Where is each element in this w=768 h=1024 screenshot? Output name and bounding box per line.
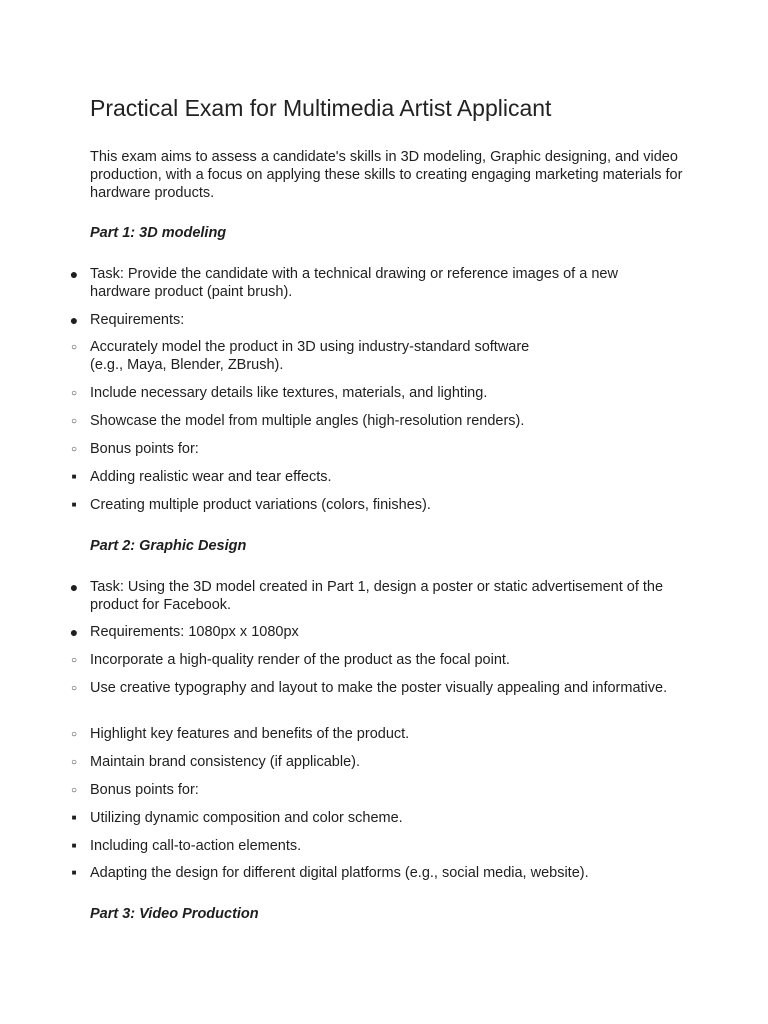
part1-heading: Part 1: 3D modeling — [90, 225, 227, 241]
list-item-text: Task: Using the 3D model created in Part 1, design a poster or static advertisement of the product for Facebook. — [90, 579, 664, 613]
list-item-text: Requirements: — [90, 312, 185, 328]
part2-heading: Part 2: Graphic Design — [90, 538, 247, 554]
list-item-text: Requirements: 1080px x 1080px — [90, 624, 299, 640]
list-item-text: Incorporate a high-quality render of the product as the focal point. — [90, 652, 510, 668]
list-item-text: Include necessary details like textures, materials, and lighting. — [90, 385, 488, 401]
bullet-circle-icon: ○ — [70, 444, 78, 455]
bullet-square-icon: ■ — [71, 841, 77, 850]
bullet-circle-icon: ○ — [70, 342, 78, 353]
list-item-text: Bonus points for: — [90, 441, 199, 457]
list-item-text: Adding realistic wear and tear effects. — [90, 469, 332, 485]
bullet-circle-icon: ○ — [70, 729, 78, 740]
list-item-text: Task: Provide the candidate with a technical drawing or reference images of a new hardware product (paint brush). — [90, 266, 618, 300]
bullet-square-icon: ■ — [71, 472, 77, 481]
bullet-disc-icon: ● — [69, 266, 79, 282]
list-item-text: Utilizing dynamic composition and color scheme. — [90, 810, 403, 826]
bullet-circle-icon: ○ — [70, 785, 78, 796]
bullet-disc-icon: ● — [69, 312, 79, 328]
list-item-text: Showcase the model from multiple angles (high-resolution renders). — [90, 413, 525, 429]
bullet-circle-icon: ○ — [70, 757, 78, 768]
bullet-disc-icon: ● — [69, 579, 79, 595]
list-item-text: Bonus points for: — [90, 782, 199, 798]
page-title: Practical Exam for Multimedia Artist Applicant — [90, 95, 552, 121]
bullet-square-icon: ■ — [71, 813, 77, 822]
list-item-text: Use creative typography and layout to make the poster visually appealing and informative. — [90, 680, 668, 696]
list-item-text: Including call-to-action elements. — [90, 838, 302, 854]
bullet-circle-icon: ○ — [70, 416, 78, 427]
list-item-text: Adapting the design for different digital platforms (e.g., social media, website). — [90, 865, 589, 881]
part3-heading: Part 3: Video Production — [90, 906, 259, 922]
list-item-text: Highlight key features and benefits of the product. — [90, 726, 410, 742]
list-item-text: Accurately model the product in 3D using industry-standard software (e.g., Maya, Blender, ZBrush). — [90, 339, 530, 373]
bullet-disc-icon: ● — [69, 624, 79, 640]
bullet-circle-icon: ○ — [70, 388, 78, 399]
bullet-circle-icon: ○ — [70, 683, 78, 694]
intro-paragraph: This exam aims to assess a candidate's skills in 3D modeling, Graphic designing, and video production, with a focus on applying these skills to creating engaging marketing materials for hardware products. — [90, 149, 683, 201]
list-item-text: Maintain brand consistency (if applicable). — [90, 754, 360, 770]
bullet-circle-icon: ○ — [70, 655, 78, 666]
bullet-square-icon: ■ — [71, 500, 77, 509]
list-item-text: Creating multiple product variations (colors, finishes). — [90, 497, 431, 513]
bullet-square-icon: ■ — [71, 868, 77, 877]
